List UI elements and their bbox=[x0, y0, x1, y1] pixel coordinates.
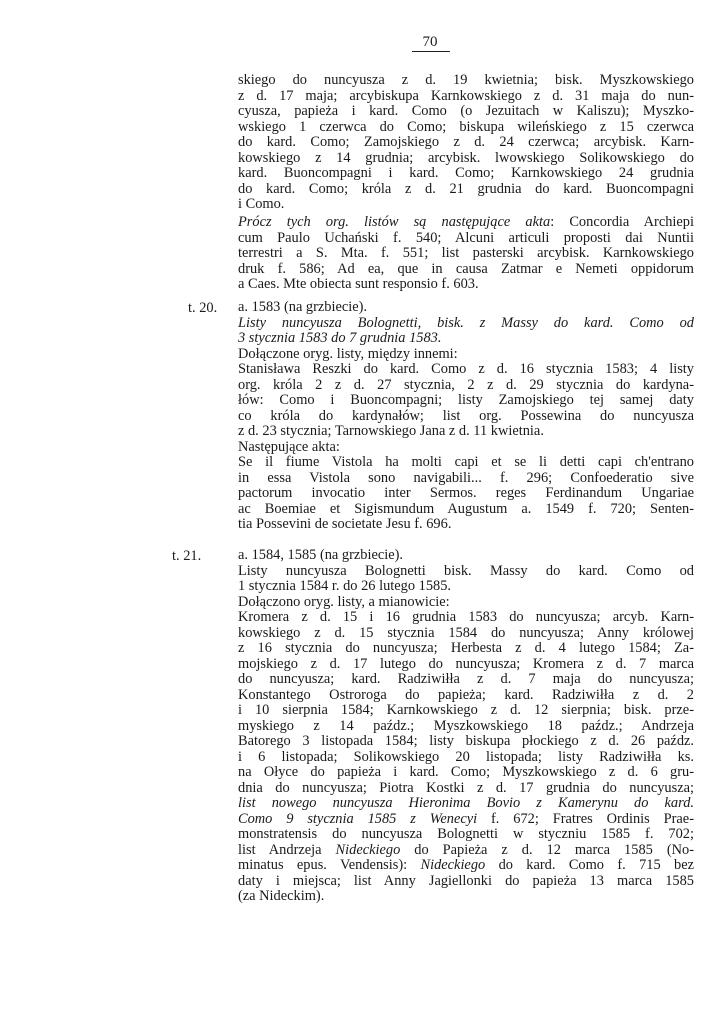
text-line: minatus epus. Vendensis): Nideckiego do kard. Como f. 715 bez bbox=[238, 857, 694, 873]
text-line: z 16 stycznia do nuncyusza; Herbesta z d. 4 lutego 1584; Za- bbox=[238, 640, 694, 656]
text-line: z d. 23 stycznia; Tarnowskiego Jana z d. 11 kwietnia. bbox=[238, 423, 544, 439]
nideckiego-name: Nideckiego bbox=[335, 841, 401, 858]
text-line: i 6 listopada; Solikowskiego 20 listopada; listy Radziwiłła ks. bbox=[238, 748, 694, 765]
text-line: dnia do nuncyusza; Piotra Kostki z d. 17 grudnia do nuncyusza; bbox=[238, 779, 694, 796]
new-nuncio-date: Como 9 stycznia 1585 z Wenecyi bbox=[238, 810, 478, 827]
text-line: ac Boemiae et Sigismundum Augustum a. 1549 f. 720; Senten- bbox=[238, 500, 694, 517]
text-line: do kard. Como; Zamojskiego z d. 24 czerwca; arcybisk. Karn- bbox=[238, 134, 694, 150]
text-line: in essa Vistola sono navigabili... f. 296; Confoederatio sive bbox=[238, 469, 694, 486]
text-fragment: f. 672; Fratres Ordinis Prae- bbox=[477, 810, 694, 827]
text-line: cyusza, papieża i kard. Como (o Jezuitach w Kaliszu); Myszko- bbox=[238, 103, 694, 119]
text-line: (za Nideckim). bbox=[238, 888, 325, 904]
text-line: monstratensis do nuncyusza Bolognetti w styczniu 1585 f. 702; bbox=[238, 826, 694, 842]
text-line: org. króla 2 z d. 27 stycznia, 2 z d. 29 stycznia do kardyna- bbox=[238, 376, 694, 393]
text-line: list Andrzeja Nideckiego do Papieża z d. 12 marca 1585 (No- bbox=[238, 841, 695, 858]
text-line: druk f. 586; Ad ea, que in causa Zatmar e Nemeti oppidorum bbox=[238, 260, 694, 277]
page-number: 70 bbox=[422, 34, 438, 50]
text-line: a. 1583 (na grzbiecie). bbox=[238, 299, 368, 315]
text-line: a. 1584, 1585 (na grzbiecie). bbox=[238, 547, 404, 563]
text-line: z d. 17 maja; arcybiskupa Karnkowskiego z d. 31 maja do nun- bbox=[238, 87, 694, 104]
text-line: kard. Buoncompagni i kard. Como; Karnkowskiego 24 grudnia bbox=[238, 165, 694, 181]
text-line: i Como. bbox=[238, 196, 285, 212]
text-line: co króla do kardynałów; list org. Possewina do nuncyusza bbox=[238, 407, 694, 424]
text-line: Listy nuncyusza Bolognetti bisk. Massy do kard. Como od bbox=[238, 562, 694, 579]
text-line: Konstantego Ostroroga do papieża; kard. Radziwiłła z d. 2 bbox=[238, 686, 694, 703]
text-line: Stanisława Reszki do kard. Como z d. 16 stycznia 1583; 4 listy bbox=[238, 361, 694, 377]
text-line: Se il fiume Vistola ha molti capi et se li detti capi ch'entrano bbox=[238, 454, 694, 470]
text-line bbox=[238, 812, 694, 828]
text-line: wskiego 1 czerwca do Como; biskupa wileńskiego z 15 czerwca bbox=[238, 118, 694, 135]
volume-label-20: t. 20. bbox=[188, 300, 218, 316]
text-line: myskiego z 14 paźdz.; Myszkowskiego 18 paźdz.; Andrzeja bbox=[238, 717, 694, 734]
text-line: i 10 sierpnia 1584; Karnkowskiego z d. 12 sierpnia; bisk. prze- bbox=[238, 702, 694, 718]
text-line: terrestri a S. Mta. f. 551; list pasterski arcybisk. Karnkowskiego bbox=[238, 245, 694, 261]
text-line: Kromera z d. 15 i 16 grudnia 1583 do nuncyusza; arcyb. Karn- bbox=[238, 609, 694, 625]
text-line: Dołączone oryg. listy, między innemi: bbox=[238, 345, 458, 362]
text-line: tia Possevini de societate Jesu f. 696. bbox=[238, 516, 452, 532]
text-line: cum Paulo Uchański f. 540; Alcuni articuli proposti dai Nuntii bbox=[238, 229, 694, 246]
text-line: a Caes. Mte obiecta sunt responsio f. 603. bbox=[238, 276, 479, 292]
text-line: skiego do nuncyusza z d. 19 kwietnia; bisk. Myszkowskiego bbox=[238, 72, 694, 88]
text-line: do kard. Como; króla z d. 21 grudnia do kard. Buoncompagni bbox=[238, 180, 694, 197]
entry-21 bbox=[238, 548, 694, 905]
text-line: Dołączono oryg. listy, a mianowicie: bbox=[238, 593, 450, 610]
page-number-rule bbox=[412, 51, 450, 52]
entry-20-title: Listy nuncyusza Bolognetti, bisk. z Massy do kard. Como od bbox=[238, 314, 694, 331]
nideckiego-name: Nideckiego bbox=[420, 857, 486, 873]
text-line: Następujące akta: bbox=[238, 438, 340, 455]
text-line: kowskiego z d. 15 stycznia 1584 do nuncyusza; Anny królowej bbox=[238, 624, 694, 641]
extra-acts-paragraph bbox=[238, 215, 694, 293]
text-line: daty i miejsca; list Anny Jagiellonki do papieża 13 marca 1585 bbox=[238, 872, 694, 889]
text-line: Batorego 3 listopada 1584; listy biskupa płockiego z d. 26 paźdz. bbox=[238, 733, 694, 749]
text-line: pactorum invocatio inter Sermos. reges Ferdinandum Ungariae bbox=[238, 485, 694, 501]
entry-20 bbox=[238, 300, 694, 533]
text-line: kowskiego z 14 grudnia; arcybisk. lwowskiego Solikowskiego do bbox=[238, 149, 694, 166]
volume-label-21-text: t. 21. bbox=[172, 548, 202, 564]
text-line bbox=[238, 215, 694, 231]
entry-20-title: 3 stycznia 1583 do 7 grudnia 1583. bbox=[238, 330, 442, 346]
text-line: na Ołyce do papieża i kard. Como; Myszkowskiego z d. 6 gru- bbox=[238, 764, 694, 780]
intro-paragraph bbox=[238, 73, 694, 213]
extra-acts-heading: Prócz tych org. listów są następujące akta bbox=[238, 214, 551, 230]
new-nuncio-letter-line: list nowego nuncyusza Hieronima Bovio z Kamerynu do kard. bbox=[238, 795, 694, 811]
text-line: do nuncyusza; kard. Radziwiłła z d. 7 maja do nuncyusza; bbox=[238, 671, 694, 687]
extra-acts-first: : Concordia Archiepi bbox=[550, 214, 694, 230]
volume-label-21 bbox=[172, 548, 201, 565]
text-line: łów: Como i Buoncompagni; listy Zamojskiego tej samej daty bbox=[238, 392, 694, 408]
text-line: mojskiego z d. 17 lutego do nuncyusza; Kromera z d. 7 marca bbox=[238, 655, 694, 672]
text-line: 1 stycznia 1584 r. do 26 lutego 1585. bbox=[238, 578, 452, 594]
